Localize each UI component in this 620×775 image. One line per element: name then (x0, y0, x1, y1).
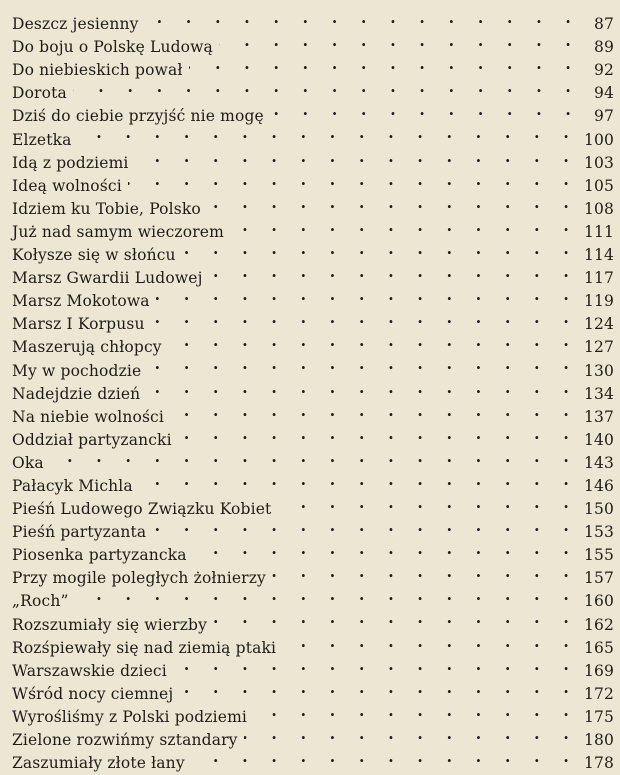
dot-leader (282, 630, 578, 653)
entry-page-number: 119 (583, 292, 614, 311)
entry-page-number: 87 (593, 15, 614, 34)
entry-page-number: 111 (583, 222, 614, 241)
dot-leader (182, 237, 578, 260)
dot-leader (209, 260, 578, 283)
entry-title: „Roch” (12, 592, 69, 611)
entry-page-number: 155 (583, 546, 614, 565)
entry-page-number: 140 (583, 430, 614, 449)
entry-title: Maszerują chłopcy (12, 338, 162, 357)
dot-leader (139, 468, 578, 491)
dot-leader (135, 145, 578, 168)
dot-leader (170, 399, 578, 422)
entry-page-number: 157 (583, 569, 614, 588)
entry-title: Wyrośliśmy z Polski podziemi (12, 707, 248, 726)
entry-title: Dziś do ciebie przyjść nie mogę (12, 107, 264, 126)
entry-title: Na niebie wolności (12, 407, 164, 426)
toc-entry (12, 145, 614, 172)
entry-title: Rozśpiewały się nad ziemią ptaki (12, 638, 277, 657)
entry-page-number: 127 (583, 338, 614, 357)
toc-entry (12, 468, 614, 495)
toc-entry (12, 445, 614, 472)
entry-title: Pieśń partyzanta (12, 523, 147, 542)
entry-page-number: 137 (583, 407, 614, 426)
entry-page-number: 180 (583, 731, 614, 749)
entry-title: Marsz I Korpusu (12, 315, 145, 334)
entry-page-number: 124 (583, 315, 614, 334)
entry-title: Oka (12, 453, 44, 472)
dot-leader (189, 52, 580, 75)
dot-leader (270, 98, 580, 121)
entry-title: Oddział partyzancki (12, 430, 172, 449)
dot-leader (73, 75, 580, 98)
toc-entry (12, 121, 614, 149)
dot-leader (277, 491, 578, 514)
dot-leader (128, 168, 578, 191)
entry-page-number: 146 (583, 476, 614, 495)
entry-page-number: 108 (583, 199, 614, 218)
entry-title: Elzetka (12, 130, 72, 149)
entry-title: Pieśń Ludowego Związku Kobiet (12, 500, 272, 519)
dot-leader (156, 283, 578, 306)
dot-leader (78, 121, 578, 144)
entry-page-number: 130 (583, 361, 614, 380)
entry-title: Przy mogile poległych żołnierzy (12, 569, 266, 588)
dot-leader (168, 329, 578, 352)
dot-leader (145, 6, 580, 29)
entry-title: Deszcz jesienny (12, 15, 139, 34)
dot-leader (179, 676, 578, 699)
toc-entry (12, 6, 614, 34)
table-of-contents (12, 6, 614, 773)
dot-leader (146, 376, 578, 399)
entry-title: Kołysze się w słońcu (12, 246, 176, 265)
entry-page-number: 94 (593, 84, 614, 103)
dot-leader (193, 537, 578, 560)
dot-leader (151, 306, 578, 329)
dot-leader (230, 214, 578, 237)
dot-leader (207, 191, 578, 214)
toc-entry (12, 606, 614, 634)
dot-leader (272, 560, 578, 583)
entry-page-number: 153 (583, 523, 614, 542)
entry-title: Już nad samym wieczorem (12, 222, 224, 241)
entry-title: Marsz Mokotowa (12, 292, 150, 311)
entry-page-number: 160 (583, 592, 614, 611)
entry-page-number: 150 (583, 500, 614, 519)
entry-title: Wśród nocy ciemnej (12, 684, 174, 703)
dot-leader (152, 514, 578, 537)
entry-title: Nadejdzie dzień (12, 384, 141, 403)
dot-leader (147, 352, 578, 375)
entry-page-number: 105 (583, 176, 614, 195)
toc-entry (12, 583, 614, 611)
entry-title: Piosenka partyzancka (12, 546, 187, 565)
entry-page-number: 97 (593, 107, 614, 126)
dot-leader (50, 445, 578, 468)
entry-page-number: 100 (583, 130, 614, 149)
dot-leader (191, 745, 578, 768)
dot-leader (244, 722, 578, 745)
entry-title: Zielone rozwińmy sztandary (12, 731, 238, 749)
entry-title: Idziem ku Tobie, Polsko (12, 199, 201, 218)
entry-title: Zaszumiały złote łany (12, 754, 185, 773)
dot-leader (75, 583, 578, 606)
entry-title: Marsz Gwardii Ludowej (12, 269, 203, 288)
dot-leader (253, 699, 578, 722)
entry-page-number: 143 (583, 453, 614, 472)
entry-page-number: 175 (583, 707, 614, 726)
entry-page-number: 103 (583, 153, 614, 172)
entry-title: My w pochodzie (12, 361, 142, 380)
entry-page-number: 162 (583, 615, 614, 634)
entry-page-number: 92 (593, 61, 614, 80)
entry-title: Warszawskie dzieci (12, 661, 167, 680)
dot-leader (173, 653, 578, 676)
dot-leader (219, 29, 580, 52)
entry-page-number: 89 (593, 38, 614, 57)
entry-page-number: 165 (583, 638, 614, 657)
entry-page-number: 178 (583, 754, 614, 773)
entry-title: Do niebieskich pował (12, 61, 183, 80)
entry-title: Dorota (12, 84, 67, 103)
dot-leader (178, 422, 578, 445)
entry-title: Pałacyk Michla (12, 476, 133, 495)
entry-title: Rozszumiały się wierzby (12, 615, 207, 634)
toc-entry (12, 98, 614, 126)
entry-page-number: 117 (583, 269, 614, 288)
dot-leader (213, 606, 578, 629)
entry-page-number: 114 (583, 246, 614, 265)
entry-title: Do boju o Polskę Ludową (12, 38, 213, 57)
entry-page-number: 169 (583, 661, 614, 680)
entry-page-number: 172 (583, 684, 614, 703)
entry-title: Idą z podziemi (12, 153, 129, 172)
toc-entry (12, 75, 614, 103)
entry-title: Ideą wolności (12, 176, 122, 195)
entry-page-number: 134 (583, 384, 614, 403)
